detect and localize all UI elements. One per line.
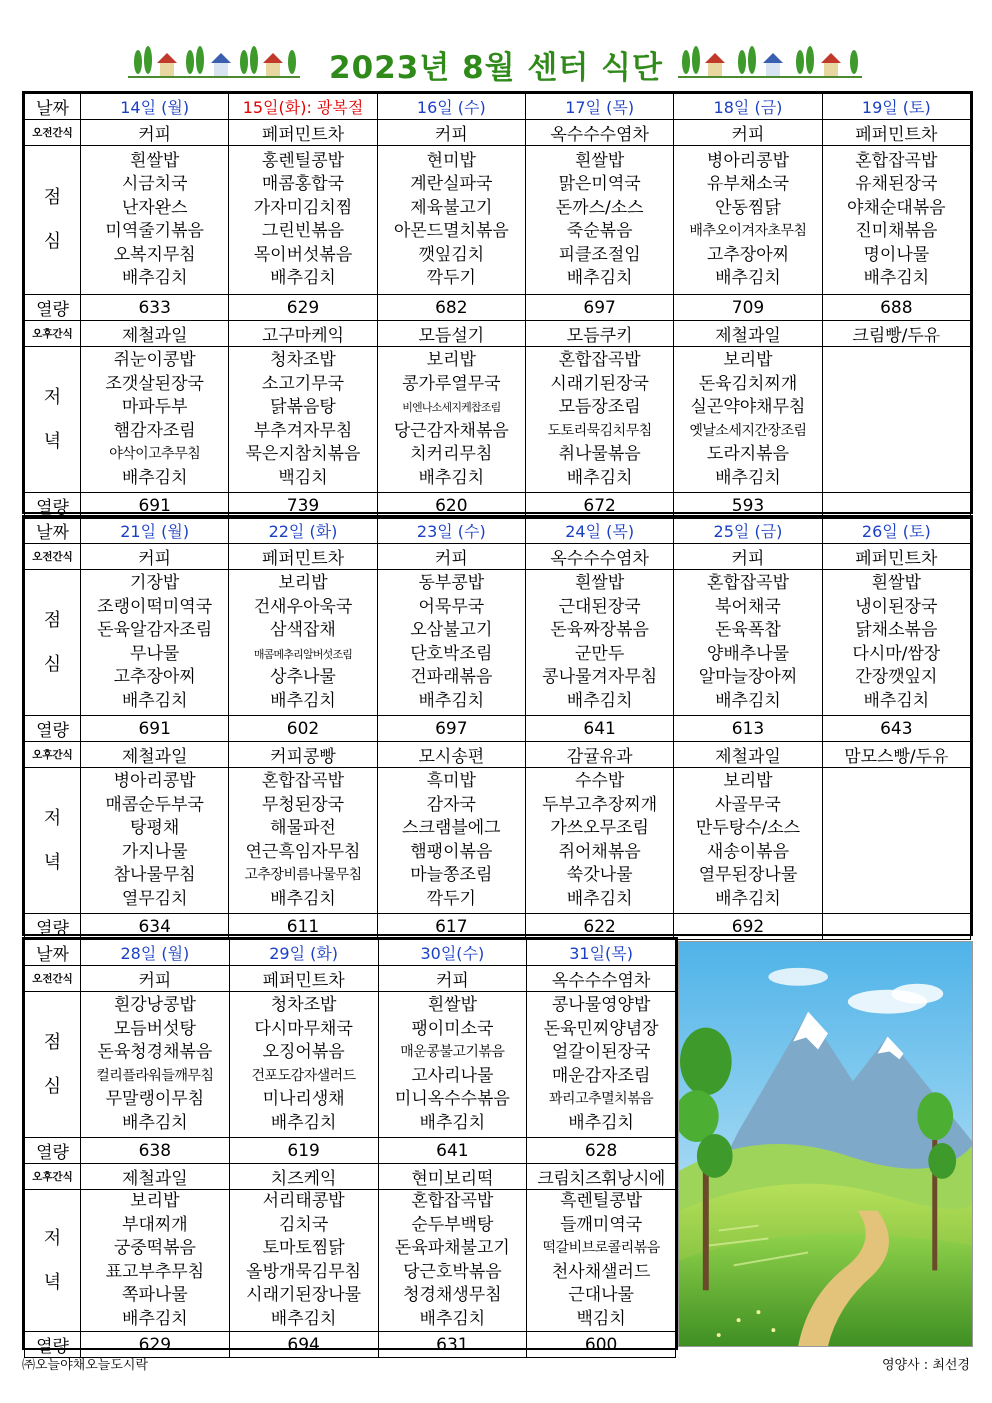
lunch-label: 점 심 xyxy=(25,992,81,1138)
pm-snack-row xyxy=(25,321,971,347)
lunch-cell: 흰강낭콩밥 모듬버섯탕 돈육청경채볶음 컬리플라워들깨무침 무말랭이무침 배추김치 xyxy=(81,992,230,1138)
dinner-cell: 보리밥 콩가루열무국 비엔나소세지케찹조림 당근감자채볶음 치커리무침 배추김치 xyxy=(377,347,525,493)
am-snack-cell: 페퍼민트차 xyxy=(822,544,970,570)
day-cell: 28일 (월) xyxy=(81,940,230,966)
landscape-illustration xyxy=(678,941,973,1347)
kcal-cell: 694 xyxy=(229,1332,378,1358)
pm-snack-cell: 제철과일 xyxy=(674,742,822,768)
menu-table xyxy=(24,517,971,940)
am-snack-cell: 페퍼민트차 xyxy=(229,120,377,146)
week-2-menu xyxy=(22,515,973,939)
pm-snack-cell: 크림빵/두유 xyxy=(822,321,970,347)
kcal-cell: 593 xyxy=(674,493,822,519)
dinner-cell: 흑렌틸콩밥 들깨미역국 떡갈비브로콜리볶음 천사채샐러드 근대나물 백김치 xyxy=(527,1190,676,1332)
dinner-cell: 보리밥 사골무국 만두탕수/소스 새송이볶음 열무된장나물 배추김치 xyxy=(674,768,822,914)
dinner-cell: 병아리콩밥 매콤순두부국 탕평채 가지나물 참나물무침 열무김치 xyxy=(81,768,229,914)
kcal-cell: 611 xyxy=(229,914,377,940)
day-cell: 23일 (수) xyxy=(377,518,525,544)
date-row xyxy=(25,940,676,966)
lunch-cell: 동부콩밥 어묵무국 오삼불고기 단호박조림 건파래볶음 배추김치 xyxy=(377,570,525,716)
pm-snack-cell: 모듬쿠키 xyxy=(525,321,673,347)
kcal-label: 열량 xyxy=(25,295,81,321)
kcal-cell: 691 xyxy=(81,716,229,742)
kcal-cell: 629 xyxy=(229,295,377,321)
dinner-kcal-row xyxy=(25,914,971,940)
day-cell: 30일(수) xyxy=(378,940,527,966)
dinner-label: 저 녁 xyxy=(25,1190,81,1332)
page-title: 2023년 8월 센터 식단 xyxy=(329,50,663,86)
day-cell: 22일 (화) xyxy=(229,518,377,544)
kcal-cell: 641 xyxy=(378,1138,527,1164)
kcal-cell: 619 xyxy=(229,1138,378,1164)
kcal-cell: 600 xyxy=(527,1332,676,1358)
village-decoration-icon xyxy=(678,44,862,78)
day-cell: 18일 (금) xyxy=(674,94,822,120)
pm-snack-row xyxy=(25,742,971,768)
day-cell: 14일 (월) xyxy=(81,94,229,120)
dinner-cell: 흑미밥 감자국 스크램블에그 햄팽이볶음 마늘쫑조림 깍두기 xyxy=(377,768,525,914)
am-snack-cell: 커피 xyxy=(81,544,229,570)
kcal-label: 열량 xyxy=(25,914,81,940)
kcal-cell: 643 xyxy=(822,716,970,742)
am-snack-cell: 커피 xyxy=(377,544,525,570)
dinner-cell: 청차조밥 소고기무국 닭볶음탕 부추겨자무침 묵은지참치볶음 백김치 xyxy=(229,347,377,493)
kcal-label: 열량 xyxy=(25,1332,81,1358)
kcal-cell: 631 xyxy=(378,1332,527,1358)
dinner-row xyxy=(25,1190,676,1332)
dinner-cell-empty xyxy=(822,347,970,493)
lunch-cell: 혼합잡곡밥 유채된장국 야채순대볶음 진미채볶음 명이나물 배추김치 xyxy=(822,146,970,295)
kcal-cell: 602 xyxy=(229,716,377,742)
dinner-label: 저 녁 xyxy=(25,347,81,493)
pm-snack-cell: 맘모스빵/두유 xyxy=(822,742,970,768)
am-snack-cell: 옥수수수염차 xyxy=(525,120,673,146)
date-row xyxy=(25,518,971,544)
kcal-cell xyxy=(822,914,970,940)
dinner-cell: 보리밥 부대찌개 궁중떡볶음 표고부추무침 쪽파나물 배추김치 xyxy=(81,1190,230,1332)
kcal-label: 열량 xyxy=(25,716,81,742)
dinner-cell: 혼합잡곡밥 순두부백탕 돈육파채불고기 당근호박볶음 청경채생무침 배추김치 xyxy=(378,1190,527,1332)
am-snack-cell: 페퍼민트차 xyxy=(822,120,970,146)
kcal-cell: 617 xyxy=(377,914,525,940)
am-snack-label: 오전간식 xyxy=(25,120,81,146)
kcal-cell: 691 xyxy=(81,493,229,519)
dinner-cell: 보리밥 돈육김치찌개 실곤약야채무침 옛날소세지간장조림 도라지볶음 배추김치 xyxy=(674,347,822,493)
am-snack-label: 오전간식 xyxy=(25,544,81,570)
dinner-cell: 혼합잡곡밥 무청된장국 해물파전 연근흑임자무침 고추장비름나물무침 배추김치 xyxy=(229,768,377,914)
pm-snack-row xyxy=(25,1164,676,1190)
week-3-menu xyxy=(22,937,678,1357)
pm-snack-cell: 고구마케익 xyxy=(229,321,377,347)
lunch-label: 점 심 xyxy=(25,570,81,716)
am-snack-row xyxy=(25,966,676,992)
lunch-kcal-row xyxy=(25,295,971,321)
lunch-kcal-row xyxy=(25,1138,676,1164)
kcal-cell: 613 xyxy=(674,716,822,742)
pm-snack-label: 오후간식 xyxy=(25,1164,81,1190)
pm-snack-cell: 제철과일 xyxy=(674,321,822,347)
am-snack-cell: 옥수수수염차 xyxy=(527,966,676,992)
pm-snack-cell: 제철과일 xyxy=(81,742,229,768)
pm-snack-cell: 감귤유과 xyxy=(525,742,673,768)
date-label: 날짜 xyxy=(25,518,81,544)
am-snack-cell: 커피 xyxy=(81,120,229,146)
lunch-cell: 흰쌀밥 맑은미역국 돈까스/소스 죽순볶음 피클조절임 배추김치 xyxy=(525,146,673,295)
lunch-cell: 청차조밥 다시마무채국 오징어볶음 건포도감자샐러드 미나리생채 배추김치 xyxy=(229,992,378,1138)
pm-snack-cell: 크림치즈휘낭시에 xyxy=(527,1164,676,1190)
lunch-cell: 흰쌀밥 팽이미소국 매운콩불고기볶음 고사리나물 미니옥수수볶음 배추김치 xyxy=(378,992,527,1138)
kcal-cell: 692 xyxy=(674,914,822,940)
day-cell: 25일 (금) xyxy=(674,518,822,544)
lunch-cell: 병아리콩밥 유부채소국 안동찜닭 배추오이겨자초무침 고추장아찌 배추김치 xyxy=(674,146,822,295)
day-cell: 16일 (수) xyxy=(377,94,525,120)
lunch-kcal-row xyxy=(25,716,971,742)
lunch-row xyxy=(25,992,676,1138)
kcal-cell: 739 xyxy=(229,493,377,519)
menu-table xyxy=(24,93,971,519)
kcal-cell: 634 xyxy=(81,914,229,940)
am-snack-cell: 커피 xyxy=(81,966,230,992)
dinner-cell: 서리태콩밥 김치국 토마토찜닭 올방개묵김무침 시래기된장나물 배추김치 xyxy=(229,1190,378,1332)
kcal-cell: 629 xyxy=(81,1332,230,1358)
dinner-label: 저 녁 xyxy=(25,768,81,914)
holiday-day-cell: 15일(화): 광복절 xyxy=(229,94,377,120)
lunch-cell: 콩나물영양밥 돈육민찌양념장 얼갈이된장국 매운감자조림 꽈리고추멸치볶음 배추김치 xyxy=(527,992,676,1138)
kcal-cell: 697 xyxy=(525,295,673,321)
date-label: 날짜 xyxy=(25,94,81,120)
day-cell: 21일 (월) xyxy=(81,518,229,544)
company-name: ㈜오늘야채오늘도시락 xyxy=(22,1358,149,1373)
am-snack-cell: 커피 xyxy=(674,544,822,570)
kcal-cell: 638 xyxy=(81,1138,230,1164)
menu-table xyxy=(24,939,676,1358)
lunch-cell: 보리밥 건새우아욱국 삼색잡채 매콤메추리알버섯조림 상추나물 배추김치 xyxy=(229,570,377,716)
dinner-cell: 쥐눈이콩밥 조갯살된장국 마파두부 햄감자조림 야삭이고추무침 배추김치 xyxy=(81,347,229,493)
dinner-cell: 혼합잡곡밥 시래기된장국 모듬장조림 도토리묵김치무침 취나물볶음 배추김치 xyxy=(525,347,673,493)
kcal-cell: 709 xyxy=(674,295,822,321)
dinner-row xyxy=(25,768,971,914)
kcal-cell: 620 xyxy=(377,493,525,519)
lunch-label: 점 심 xyxy=(25,146,81,295)
lunch-row xyxy=(25,570,971,716)
pm-snack-cell: 제철과일 xyxy=(81,1164,230,1190)
am-snack-cell: 페퍼민트차 xyxy=(229,966,378,992)
kcal-cell: 682 xyxy=(377,295,525,321)
am-snack-cell: 페퍼민트차 xyxy=(229,544,377,570)
pm-snack-cell: 제철과일 xyxy=(81,321,229,347)
am-snack-cell: 커피 xyxy=(674,120,822,146)
day-cell: 31일(목) xyxy=(527,940,676,966)
am-snack-row xyxy=(25,120,971,146)
lunch-cell: 혼합잡곡밥 북어채국 돈육폭찹 양배추나물 알마늘장아찌 배추김치 xyxy=(674,570,822,716)
lunch-cell: 현미밥 계란실파국 제육불고기 아몬드멸치볶음 깻잎김치 깍두기 xyxy=(377,146,525,295)
week-1-menu xyxy=(22,91,973,518)
kcal-label: 열량 xyxy=(25,493,81,519)
pm-snack-cell: 치즈케익 xyxy=(229,1164,378,1190)
kcal-cell: 672 xyxy=(525,493,673,519)
am-snack-cell: 커피 xyxy=(377,120,525,146)
date-row xyxy=(25,94,971,120)
day-cell: 29일 (화) xyxy=(229,940,378,966)
pm-snack-cell: 모시송편 xyxy=(377,742,525,768)
kcal-label: 열량 xyxy=(25,1138,81,1164)
kcal-cell: 688 xyxy=(822,295,970,321)
am-snack-row xyxy=(25,544,971,570)
am-snack-cell: 옥수수수염차 xyxy=(525,544,673,570)
header xyxy=(0,38,992,88)
day-cell: 17일 (목) xyxy=(525,94,673,120)
dinner-cell: 수수밥 두부고추장찌개 가쓰오무조림 쥐어채볶음 쑥갓나물 배추김치 xyxy=(525,768,673,914)
dinner-row xyxy=(25,347,971,493)
kcal-cell: 628 xyxy=(527,1138,676,1164)
lunch-row xyxy=(25,146,971,295)
am-snack-label: 오전간식 xyxy=(25,966,81,992)
dietitian-name: 영양사 : 최선경 xyxy=(882,1358,970,1373)
day-cell: 26일 (토) xyxy=(822,518,970,544)
am-snack-cell: 커피 xyxy=(378,966,527,992)
pm-snack-cell: 현미보리떡 xyxy=(378,1164,527,1190)
date-label: 날짜 xyxy=(25,940,81,966)
pm-snack-label: 오후간식 xyxy=(25,742,81,768)
lunch-cell: 흰쌀밥 근대된장국 돈육짜장볶음 군만두 콩나물겨자무침 배추김치 xyxy=(525,570,673,716)
pm-snack-label: 오후간식 xyxy=(25,321,81,347)
day-cell: 19일 (토) xyxy=(822,94,970,120)
lunch-cell: 홍렌틸콩밥 매콤홍합국 가자미김치찜 그린빈볶음 목이버섯볶음 배추김치 xyxy=(229,146,377,295)
dinner-cell-empty xyxy=(822,768,970,914)
lunch-cell: 흰쌀밥 냉이된장국 닭채소볶음 다시마/쌈장 간장깻잎지 배추김치 xyxy=(822,570,970,716)
day-cell: 24일 (목) xyxy=(525,518,673,544)
lunch-cell: 흰쌀밥 시금치국 난자완스 미역줄기볶음 오복지무침 배추김치 xyxy=(81,146,229,295)
kcal-cell: 622 xyxy=(525,914,673,940)
kcal-cell: 641 xyxy=(525,716,673,742)
pm-snack-cell: 커피콩빵 xyxy=(229,742,377,768)
pm-snack-cell: 모듬설기 xyxy=(377,321,525,347)
kcal-cell: 697 xyxy=(377,716,525,742)
lunch-cell: 기장밥 조랭이떡미역국 돈육알감자조림 무나물 고추장아찌 배추김치 xyxy=(81,570,229,716)
kcal-cell: 633 xyxy=(81,295,229,321)
